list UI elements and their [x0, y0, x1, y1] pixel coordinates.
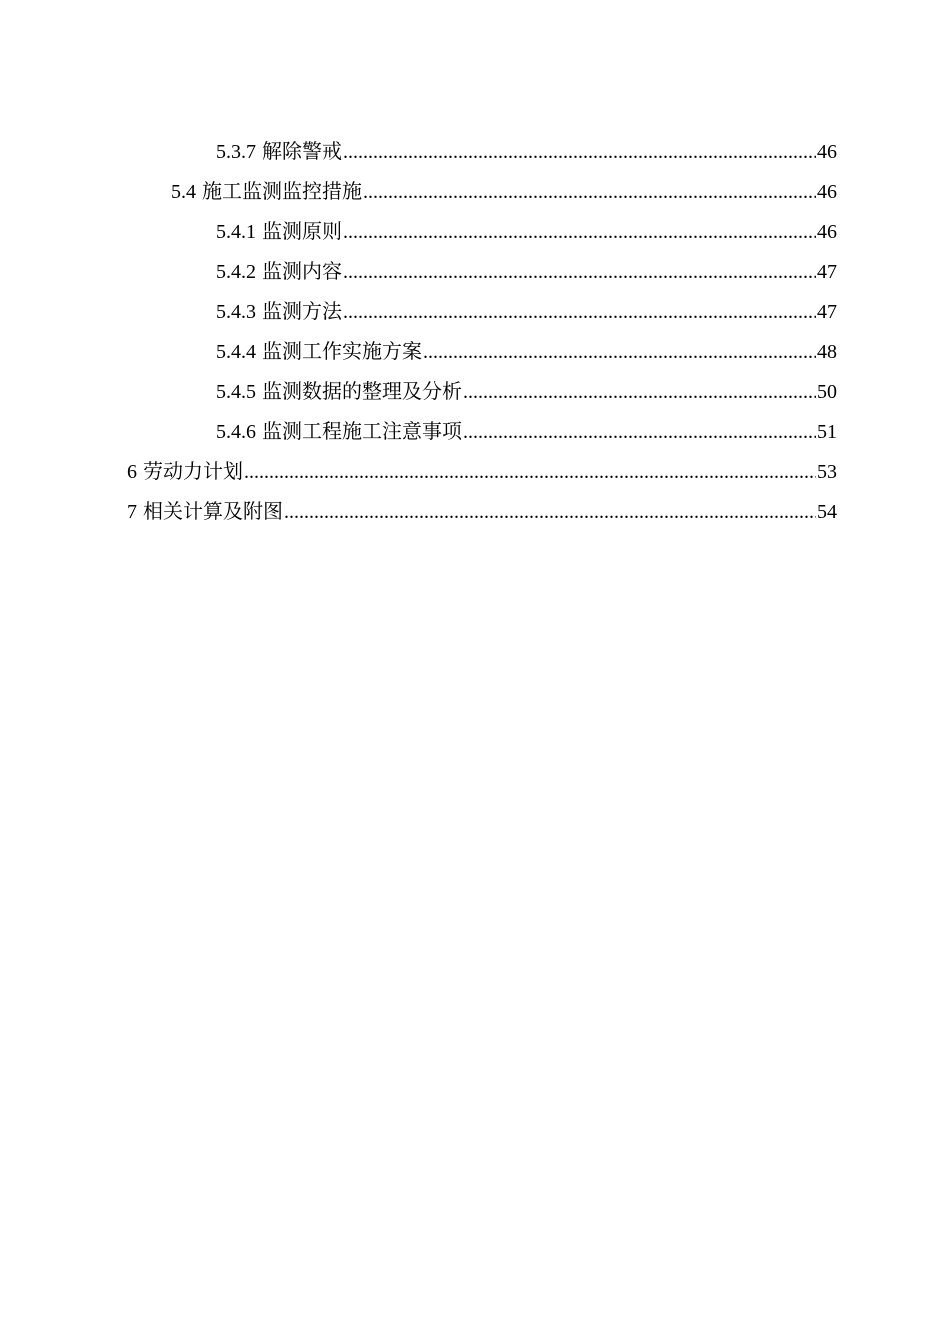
toc-entry-page: 46	[817, 221, 837, 243]
toc-dot-leader	[463, 372, 816, 412]
toc-entry-title: 监测数据的整理及分析	[262, 381, 462, 403]
toc-entry-title: 相关计算及附图	[143, 501, 283, 523]
toc-entry-number: 6	[127, 461, 137, 483]
toc-entry[interactable]	[0, 292, 950, 332]
toc-entry-number: 5.3.7	[216, 141, 256, 163]
toc-entry[interactable]	[0, 452, 950, 492]
toc-entry-title: 监测工程施工注意事项	[262, 421, 462, 443]
toc-entry-title: 监测内容	[262, 261, 342, 283]
toc-entry-number: 5.4.1	[216, 221, 256, 243]
toc-dot-leader	[343, 292, 816, 332]
toc-entry-page: 47	[817, 261, 837, 283]
toc-entry-number: 5.4.5	[216, 381, 256, 403]
toc-entry[interactable]	[0, 412, 950, 452]
toc-entry-title: 监测方法	[262, 301, 342, 323]
toc-entry-title: 监测原则	[262, 221, 342, 243]
toc-entry[interactable]	[0, 252, 950, 292]
toc-dot-leader	[343, 252, 816, 292]
toc-entry-number: 7	[127, 501, 137, 523]
toc-dot-leader	[423, 332, 816, 372]
toc-dot-leader	[363, 172, 816, 212]
toc-entry[interactable]	[0, 172, 950, 212]
table-of-contents	[0, 132, 950, 532]
toc-entry[interactable]	[0, 372, 950, 412]
toc-entry-number: 5.4.4	[216, 341, 256, 363]
toc-entry-title: 劳动力计划	[143, 461, 243, 483]
toc-entry-number: 5.4.2	[216, 261, 256, 283]
toc-dot-leader	[463, 412, 816, 452]
toc-dot-leader	[244, 452, 816, 492]
toc-entry-number: 5.4.3	[216, 301, 256, 323]
toc-entry[interactable]	[0, 332, 950, 372]
toc-entry[interactable]	[0, 132, 950, 172]
toc-entry[interactable]	[0, 212, 950, 252]
toc-entry-page: 48	[817, 341, 837, 363]
toc-dot-leader	[284, 492, 816, 532]
toc-entry-number: 5.4	[171, 181, 196, 203]
toc-entry-page: 53	[817, 461, 837, 483]
toc-entry-page: 54	[817, 501, 837, 523]
toc-entry-page: 46	[817, 181, 837, 203]
toc-entry-number: 5.4.6	[216, 421, 256, 443]
toc-entry-page: 46	[817, 141, 837, 163]
toc-entry-page: 47	[817, 301, 837, 323]
toc-dot-leader	[343, 132, 816, 172]
toc-entry-page: 50	[817, 381, 837, 403]
toc-entry[interactable]	[0, 492, 950, 532]
toc-entry-page: 51	[817, 421, 837, 443]
toc-entry-title: 监测工作实施方案	[262, 341, 422, 363]
toc-dot-leader	[343, 212, 816, 252]
toc-entry-title: 解除警戒	[262, 141, 342, 163]
toc-entry-title: 施工监测监控措施	[202, 181, 362, 203]
